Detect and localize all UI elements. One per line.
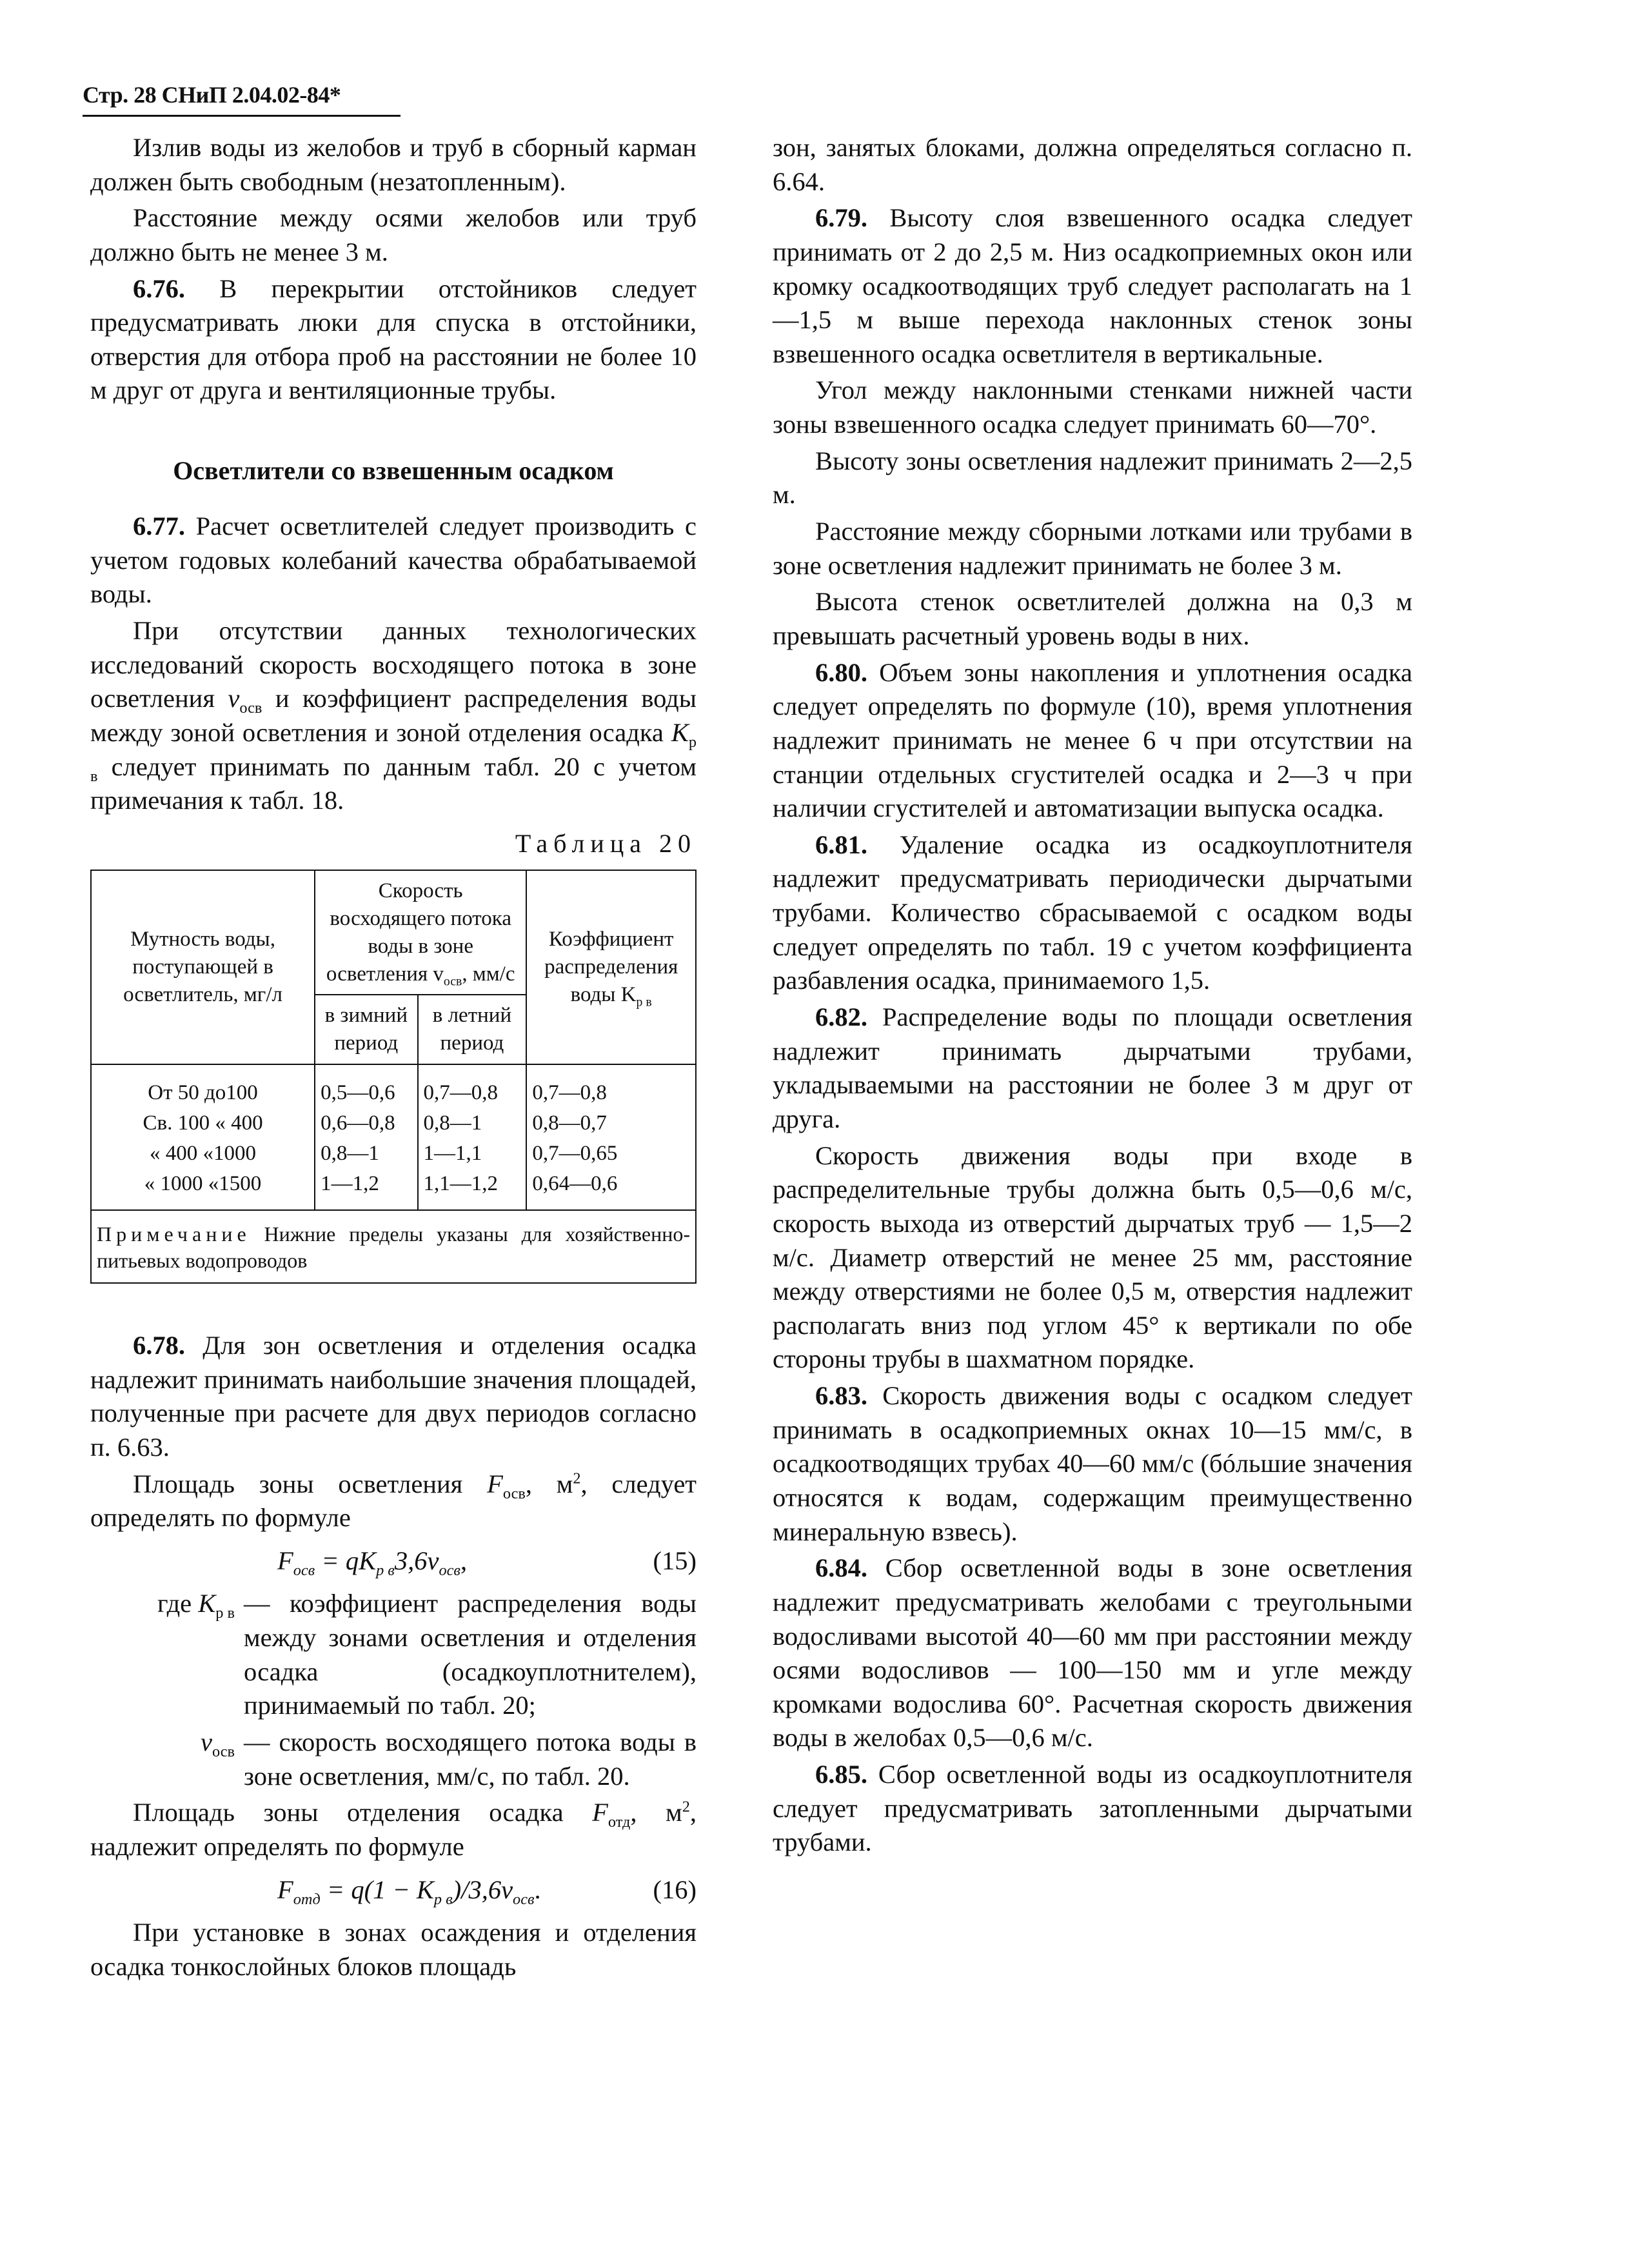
table-header-turbidity: Мутность воды, поступающей в осветлитель, мг/л [91,870,315,1064]
paragraph: Высоту зоны осветления надлежит принимать 2—2,5 м. [773,446,1412,510]
where-item: $v_{осв}$ — скорость восходящего потока воды в зоне осветления, мм/с, по табл. 20. [201,1727,697,1791]
table-header-coefficient: Коэффициент распределения воды $K_{р в}$ [526,870,696,1064]
paragraph: зон, занятых блоками, должна определяться согласно п. 6.64. [773,133,1412,196]
section-heading: Осветлители со взвешенным осадком [173,456,614,486]
page-header: Стр. 28 СНиП 2.04.02-84* [83,82,341,108]
table-row: От 50 до100 0,5—0,6 0,7—0,8 0,7—0,8 [91,1064,696,1108]
clause-6-80: 6.80. Объем зоны накопления и уплотнения осадка следует определять по формуле (10), время уплотнения надлежит принимать не менее 6 ч при отсутствии на станции отдельных сгустителей осадка и 2—3 ч при наличии сгустителей и автоматизации выпуска осадка. [773,657,1412,823]
clause-6-79: 6.79. Высоту слоя взвешенного осадка следует принимать от 2 до 2,5 м. Низ осадкоприемных окон или кромку осадкоотводящих труб следует располагать на 1—1,5 м выше перехода наклонных стенок зоны взвешенного осадка осветлителя в вертикальные. [773,203,1412,368]
clause-6-78 [90,1329,697,1465]
paragraph: При установке в зонах осаждения и отделения осадка тонкослойных блоков площадь [90,1918,697,1981]
clause-6-76 [90,272,697,408]
paragraph: При отсутствии данных технологических исследований скорость восходящего потока в зоне осветления $v_{осв}$ и коэффициент распределения воды между зоной осветления и зоной отделения осадка $K_{р в}$ следует принимать по данным табл. 20 с учетом примечания к табл. 18. [90,616,697,815]
clause-number: 6.76. [133,274,185,303]
clause-6-82: 6.82. Распределение воды по площади осветления надлежит принимать дырчатыми трубами, укладываемыми на расстоянии не более 3 м друг от друга. [773,1002,1412,1133]
formula-number: (16) [653,1875,697,1904]
table-header-velocity: Скорость восходящего потока воды в зоне осветления $v_{осв}$, мм/с [315,870,526,995]
table-row: Св. 100 « 400 0,6—0,8 0,8—1 0,8—0,7 [91,1108,696,1139]
clause-6-84: 6.84. Сбор осветленной воды в зоне осветления надлежит предусматривать желобами с треугольными водосливами высотой 40—60 мм при расстоянии между осями водосливов — 100—150 мм и угле между кромками водослива 60°. Расчетная скорость движения воды в желобах 0,5—0,6 м/с. [773,1553,1412,1753]
formula-15: $F_{осв} = qK_{р в}3,6v_{осв}$, (15) [90,1544,697,1578]
paragraph: Расстояние между сборными лотками или трубами в зоне осветления надлежит принимать не более 3 м. [773,517,1412,580]
where-item: где $K_{р в}$ — коэффициент распределения воды между зонами осветления и отделения осадка (осадкоуплотнителем), принимаемый по табл. 20; [157,1589,697,1720]
paragraph: Излив воды из желобов и труб в сборный карман должен быть свободным (незатопленным). [90,133,697,196]
table-header-summer: в летний период [418,995,527,1064]
header-rule [83,115,400,117]
clause-text: В перекрытии отстойников следует предусматривать люки для спуска в отстойники, отверстия для отбора проб на расстоянии не более 10 м друг от друга и вентиляционные трубы. [90,274,697,405]
paragraph: Площадь зоны отделения осадка $F_{отд}$, $м^2$, надлежит определять по формуле [90,1798,697,1861]
clause-text: Для зон осветления и отделения осадка надлежит принимать наибольшие значения площадей, полученные при расчете для двух периодов согласно п. 6.63. [90,1330,697,1462]
clause-number: 6.78. [133,1330,185,1360]
formula-number: (15) [653,1546,697,1575]
paragraph: Площадь зоны осветления $F_{осв}$, $м^2$, следует определять по формуле [90,1469,697,1533]
clause-6-83: 6.83. Скорость движения воды с осадком следует принимать в осадкоприемных окнах 10—15 мм/с, в осадкоотводящих трубах 40—60 мм/с (бóльшие значения относятся к водам, содержащим преимущественно минеральную взвесь). [773,1381,1412,1546]
paragraph: Угол между наклонными стенками нижней части зоны взвешенного осадка следует принимать 60—70°. [773,375,1412,439]
clause-text: Расчет осветлителей следует производить с учетом годовых колебаний качества обрабатываемой воды. [90,512,697,609]
paragraph: Скорость движения воды при входе в распределительные трубы должна быть 0,5—0,6 м/с, скорость выхода из отверстий дырчатых труб — 1,5—2 м/с. Диаметр отверстий не менее 25 мм, расстояние между отверстиями не более 0,5 м, отверстия надлежит располагать вниз под углом 45° к вертикали по обе стороны трубы в шахматном порядке. [773,1140,1412,1374]
paragraph: Расстояние между осями желобов или труб должно быть не менее 3 м. [90,203,697,266]
table-caption: Таблица 20 [515,828,697,858]
table-note: Примечание Нижние пределы указаны для хозяйственно-питьевых водопроводов [91,1210,696,1283]
clause-6-81: 6.81. Удаление осадка из осадкоуплотнителя надлежит предусматривать периодически дырчатыми трубами. Количество сбрасываемой с осадком воды следует определять по табл. 19 с учетом коэффициента разбавления осадка, принимаемого 1,5. [773,830,1412,995]
table-header-winter: в зимний период [315,995,417,1064]
clause-number: 6.77. [133,512,185,541]
right-column [773,131,1412,1862]
table-20 [90,870,697,1284]
table-row: « 400 «1000 0,8—1 1—1,1 0,7—0,65 [91,1139,696,1169]
paragraph: Высота стенок осветлителей должна на 0,3 м превышать расчетный уровень воды в них. [773,587,1412,650]
table-note-row [91,1210,696,1283]
clause-6-85: 6.85. Сбор осветленной воды из осадкоуплотнителя следует предусматривать затопленными дырчатыми трубами. [773,1760,1412,1857]
formula-16: $F_{отд} = q(1 - K_{р в})/3,6v_{осв}$. (16) [90,1873,697,1907]
clause-6-77 [90,510,697,612]
left-column [90,131,697,1987]
table-row: « 1000 «1500 1—1,2 1,1—1,2 0,64—0,6 [91,1169,696,1210]
